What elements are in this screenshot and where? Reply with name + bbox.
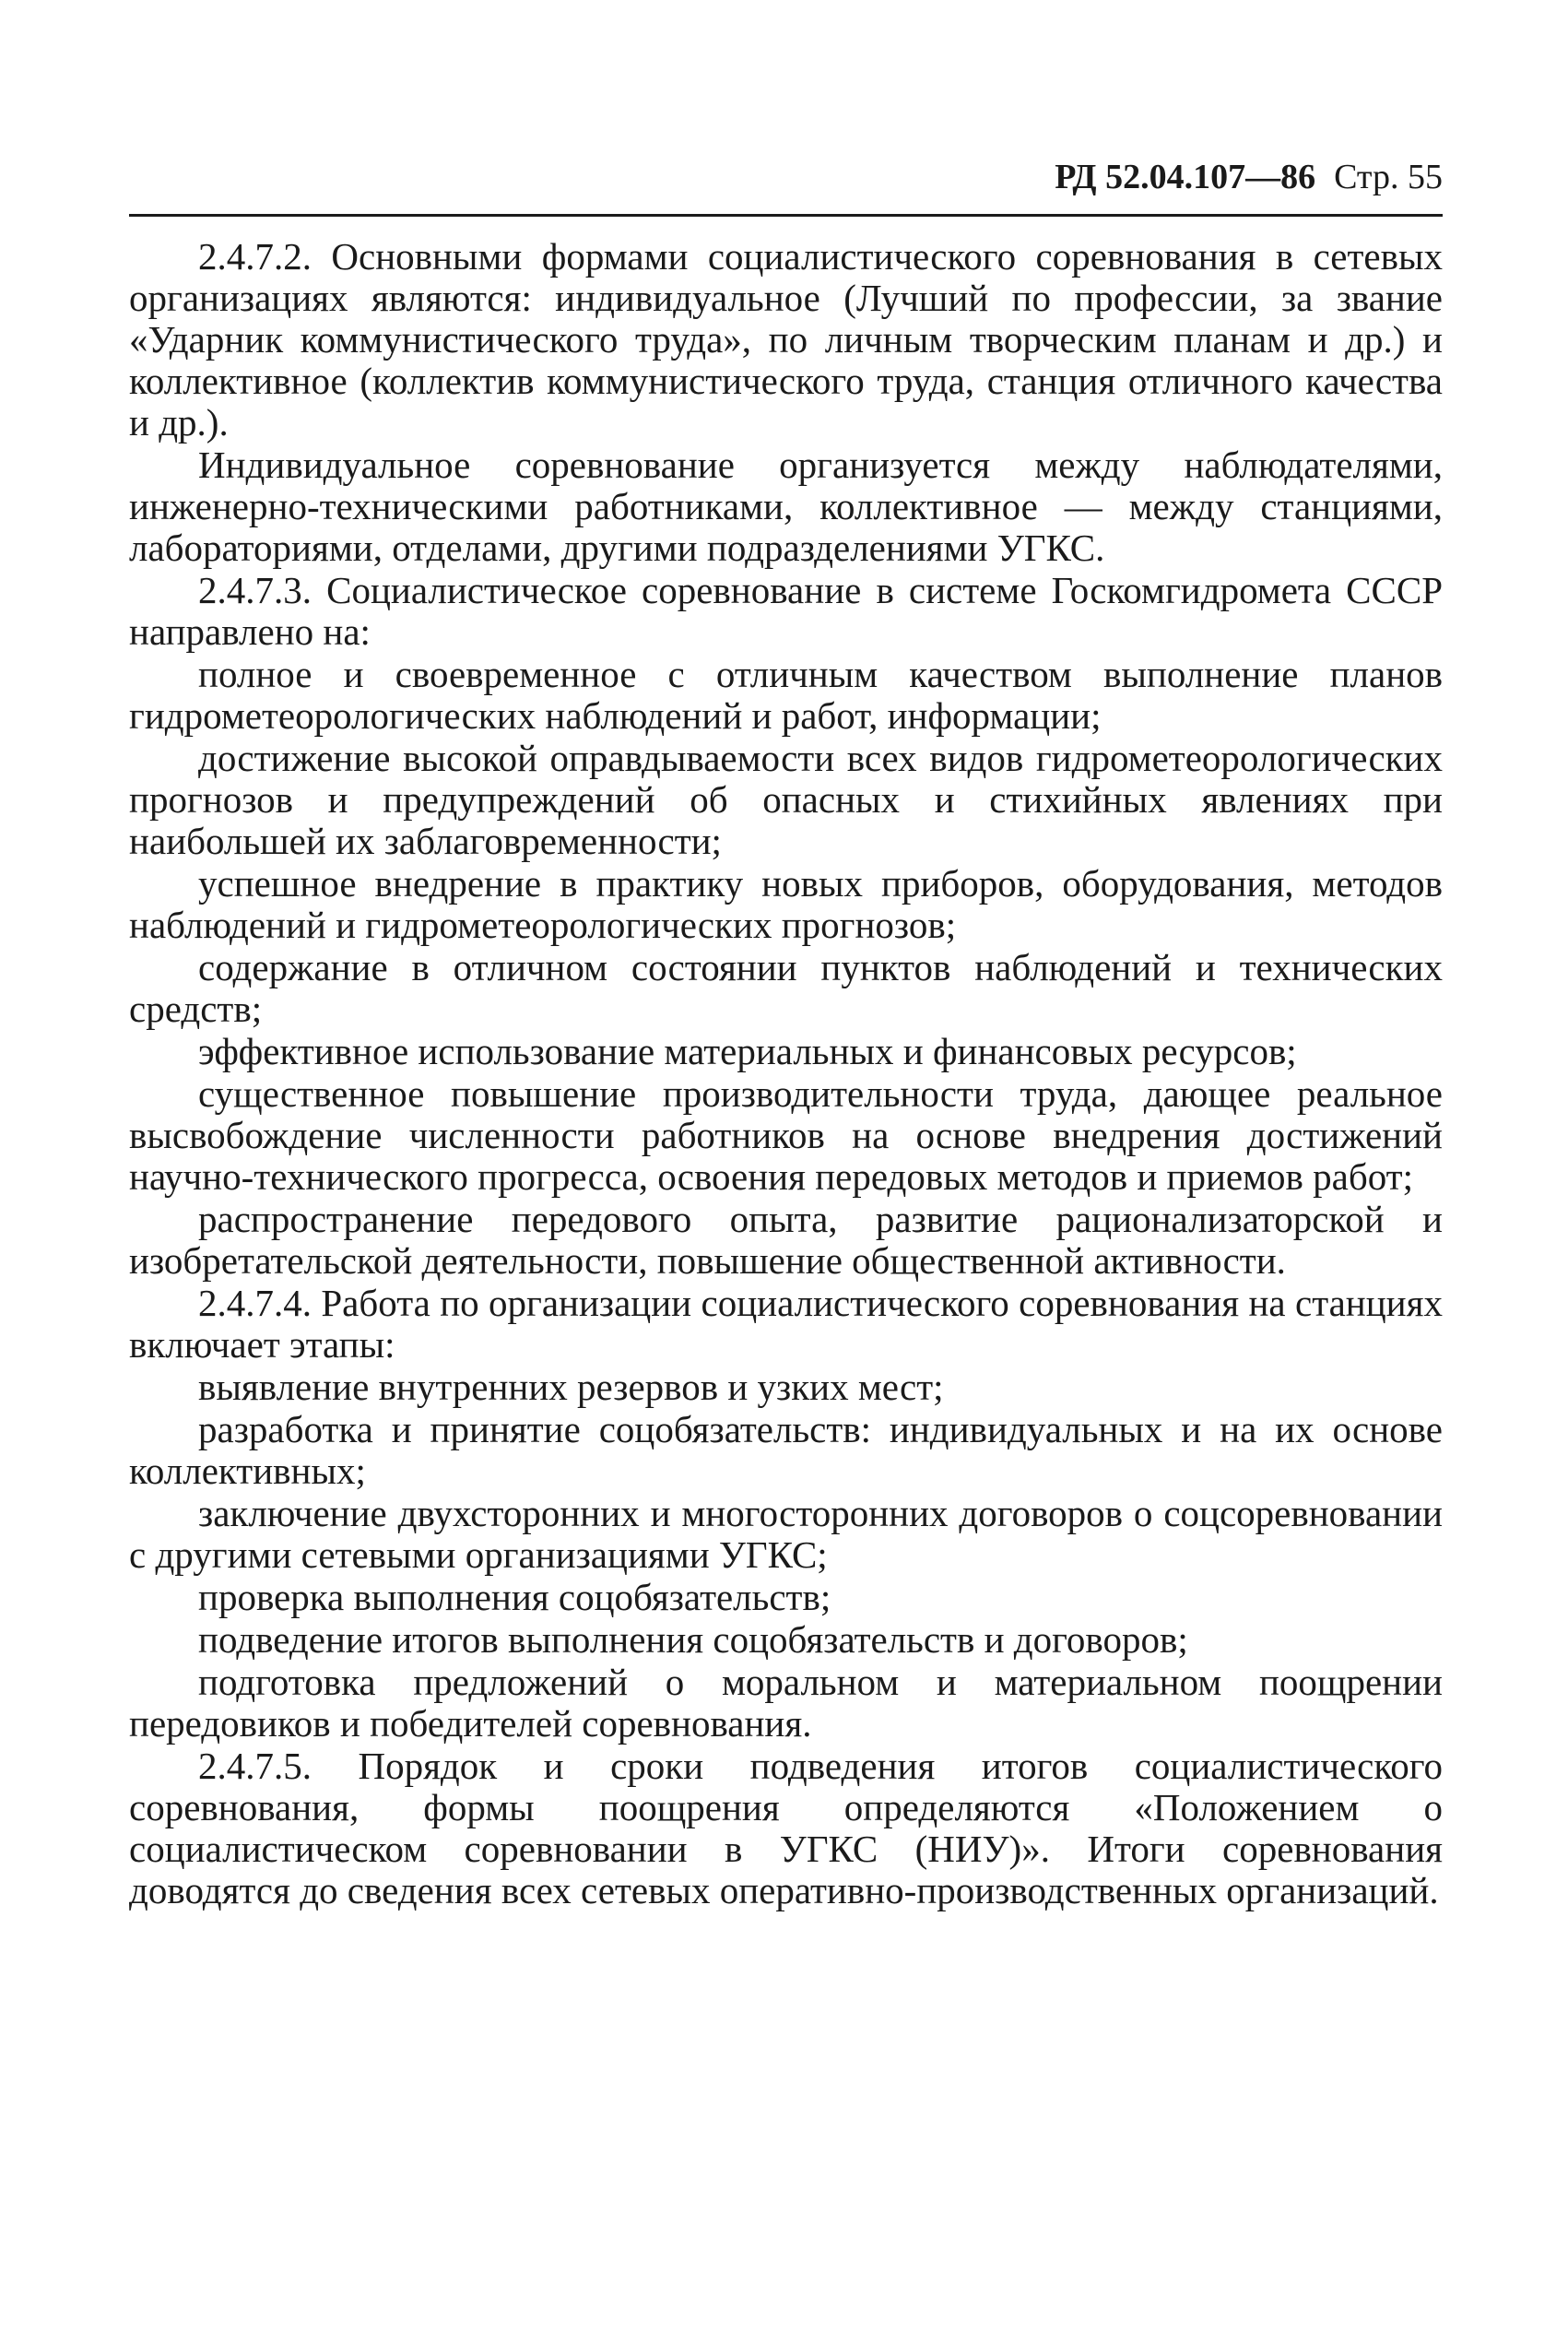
paragraph-2-4-7-3: 2.4.7.3. Социалистическое соревнование в системе Госкомгидрометa СССР направлено на: [129,569,1443,653]
document-code: РД 52.04.107—86 [1055,158,1316,196]
list-item: эффективное использование материальных и финансовых ресурсов; [198,1030,1297,1072]
list-item: подведение итогов выполнения соцобязательств и договоров; [198,1618,1188,1661]
paragraph-2-4-7-2: 2.4.7.2. Основными формами социалистического соревнования в сетевых организациях являются: индивидуальное (Лучший по профессии, за звание «Ударник коммунистического труда», по личным творческим планам и др.) и коллективное (коллектив коммунистического труда, станция отличного качества и др.). [129,235,1443,444]
list-item: существенное повышение производительности труда, дающее реальное высвобождение численности работников на основе внедрения достижений научно-технического прогресса, освоения передовых методов и приемов работ; [129,1072,1443,1198]
page-number: Стр. 55 [1334,158,1443,196]
list-item: подготовка предложений о моральном и материальном поощрении передовиков и победителей соревнования. [129,1661,1443,1745]
list-item: выявление внутренних резервов и узких мест; [198,1366,944,1408]
list-item: проверка выполнения соцобязательств; [198,1576,831,1618]
list-item: разработка и принятие соцобязательств: индивидуальных и на их основе коллективных; [129,1408,1443,1492]
list-item: содержание в отличном состоянии пунктов наблюдений и технических средств; [129,946,1443,1030]
body-text [129,236,1443,1912]
list-item: полное и своевременное с отличным качеством выполнение планов гидрометеорологических наблюдений и работ, информации; [129,653,1443,737]
list-item: заключение двухсторонних и многосторонних договоров о соцсоревновании с другими сетевыми организациями УГКС; [129,1492,1443,1576]
list-item: успешное внедрение в практику новых приборов, оборудования, методов наблюдений и гидрометеорологических прогнозов; [129,862,1443,946]
paragraph: Индивидуальное соревнование организуется между наблюдателями, инженерно-техническими работниками, коллективное — между станциями, лабораториями, отделами, другими подразделениями УГКС. [129,444,1443,569]
running-header [129,157,1443,197]
paragraph-2-4-7-5: 2.4.7.5. Порядок и сроки подведения итогов социалистического соревнования, формы поощрения определяются «Положением о социалистическом соревновании в УГКС (НИУ)». Итоги соревнования доводятся до сведения всех сетевых оперативно-производственных организаций. [129,1745,1443,1911]
header-rule [129,214,1443,217]
paragraph-2-4-7-4: 2.4.7.4. Работа по организации социалистического соревнования на станциях включает этапы: [129,1282,1443,1366]
list-item: достижение высокой оправдываемости всех видов гидрометеорологических прогнозов и предупреждений об опасных и стихийных явлениях при наибольшей их заблаговременности; [129,737,1443,862]
list-item: распространение передового опыта, развитие рационализаторской и изобретательской деятельности, повышение общественной активности. [129,1198,1443,1282]
